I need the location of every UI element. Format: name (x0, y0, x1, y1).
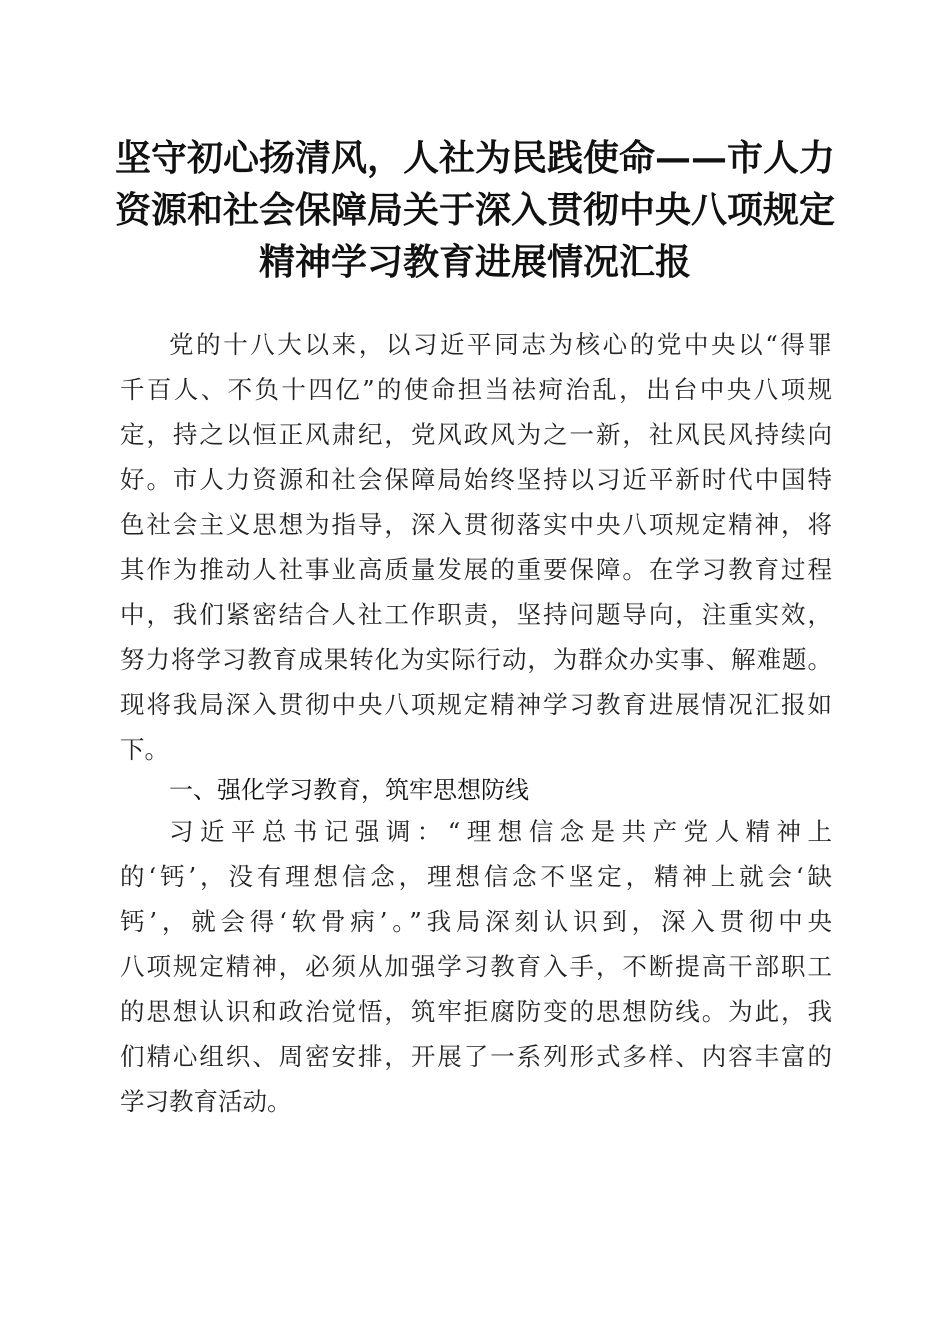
paragraph-line: 定，持之以恒正风肃纪，党风政风为之一新，社风民风持续向 (120, 420, 832, 449)
paragraph-line: 钙’，就会得‘软骨病’。”我局深刻认识到，深入贯彻中央 (120, 907, 832, 936)
paragraph-line: 努力将学习教育成果转化为实际行动，为群众办实事、解难题。 (120, 645, 832, 674)
paragraph-line: 其作为推动人社事业高质量发展的重要保障。在学习教育过程 (120, 555, 832, 584)
paragraph-line: 的‘钙’，没有理想信念，理想信念不坚定，精神上就会‘缺 (120, 862, 832, 891)
paragraph-line: 中，我们紧密结合人社工作职责，坚持问题导向，注重实效， (120, 600, 832, 629)
paragraph-line: 千百人、不负十四亿”的使命担当祛疴治乱，出台中央八项规 (120, 375, 832, 404)
section-heading: 一、强化学习教育，筑牢思想防线 (169, 776, 529, 804)
paragraph-line: 习近平总书记强调：“理想信念是共产党人精神上 (169, 817, 832, 846)
paragraph-line: 色社会主义思想为指导，深入贯彻落实中央八项规定精神，将 (120, 510, 832, 539)
paragraph-line: 八项规定精神，必须从加强学习教育入手，不断提高干部职工 (120, 952, 832, 981)
paragraph-line: 学习教育活动。 (120, 1087, 292, 1116)
title-line-3: 精神学习教育进展情况汇报 (258, 241, 691, 283)
paragraph-line: 的思想认识和政治觉悟，筑牢拒腐防变的思想防线。为此，我 (120, 997, 832, 1026)
intro-paragraph (120, 322, 832, 772)
paragraph-line: 们精心组织、周密安排，开展了一系列形式多样、内容丰富的 (120, 1042, 832, 1071)
section-paragraph (120, 809, 832, 1124)
paragraph-line: 党的十八大以来，以习近平同志为核心的党中央以“得罪 (169, 330, 832, 359)
paragraph-line: 下。 (120, 735, 169, 764)
title-line-2: 资源和社会保障局关于深入贯彻中央八项规定 (114, 189, 835, 231)
paragraph-line: 现将我局深入贯彻中央八项规定精神学习教育进展情况汇报如 (120, 690, 832, 719)
title-line-1: 坚守初心扬清风，人社为民践使命——市人力 (114, 137, 835, 179)
paragraph-line: 好。市人力资源和社会保障局始终坚持以习近平新时代中国特 (120, 465, 832, 494)
document-title (100, 132, 850, 288)
